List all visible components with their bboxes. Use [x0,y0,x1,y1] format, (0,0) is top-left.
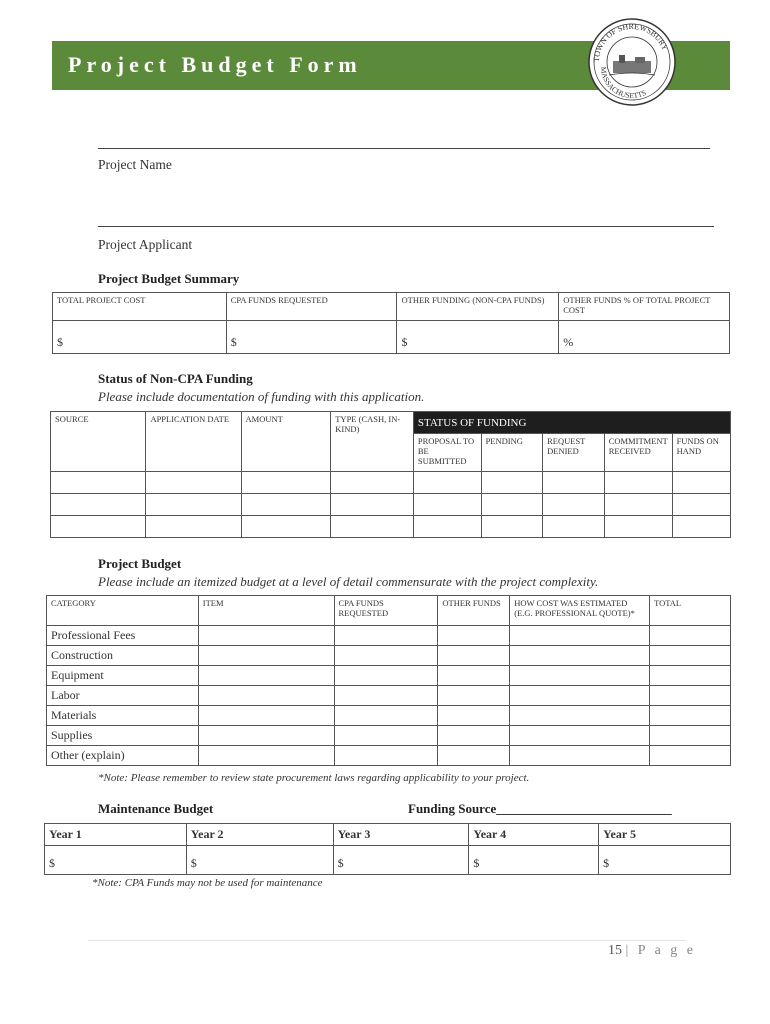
table-cell[interactable] [543,516,605,538]
budget-category: Professional Fees [47,626,199,646]
seal-top-text: TOWN OF SHREWSBURY [591,21,670,63]
budget-header: CPA FUNDS REQUESTED [334,596,438,626]
summary-header: CPA FUNDS REQUESTED [226,293,397,321]
table-cell[interactable] [510,706,650,726]
budget-heading: Project Budget [98,556,182,571]
table-cell[interactable] [334,726,438,746]
table-cell[interactable] [334,746,438,766]
budget-header: HOW COST WAS ESTIMATED (E.G. PROFESSIONAL QUOTE)* [510,596,650,626]
table-row [47,666,731,686]
table-cell[interactable] [543,494,605,516]
table-cell[interactable] [51,516,146,538]
table-cell[interactable] [413,494,481,516]
summary-header: TOTAL PROJECT COST [53,293,227,321]
year-header: Year 4 [469,824,599,846]
table-cell[interactable] [650,646,731,666]
page-number-value: 15 [608,943,622,958]
budget-header: TOTAL [650,596,731,626]
table-row [51,472,731,494]
table-cell[interactable] [241,472,331,494]
budget-table [46,595,731,766]
table-row [47,706,731,726]
svg-text:MASSACHUSETTS [599,66,648,100]
table-cell[interactable] [334,626,438,646]
table-cell[interactable] [146,494,241,516]
maintenance-table [44,823,731,875]
year-value-cell[interactable]: $ [186,846,333,875]
table-cell[interactable] [438,626,510,646]
project-applicant-line[interactable] [98,226,714,227]
table-row [47,686,731,706]
status-subheader: FUNDS ON HAND [672,434,730,472]
table-cell[interactable] [51,494,146,516]
table-cell[interactable] [604,472,672,494]
budget-category: Equipment [47,666,199,686]
table-cell[interactable] [198,726,334,746]
page-word: | P a g e [625,943,696,958]
summary-table [52,292,730,354]
table-cell[interactable] [672,472,730,494]
table-cell[interactable] [510,726,650,746]
table-cell[interactable] [331,494,414,516]
status-header: APPLICATION DATE [146,412,241,472]
year-header: Year 1 [45,824,187,846]
funding-source-field[interactable]: Funding Source___________________________ [408,801,672,816]
table-cell[interactable] [334,706,438,726]
table-cell[interactable] [604,516,672,538]
summary-cell[interactable]: $ [226,321,397,354]
summary-heading: Project Budget Summary [98,271,240,286]
page-title: Project Budget Form [68,52,362,77]
table-cell[interactable] [510,686,650,706]
year-value-cell[interactable]: $ [599,846,731,875]
table-cell[interactable] [331,516,414,538]
status-subheader: REQUEST DENIED [543,434,605,472]
table-cell[interactable] [438,706,510,726]
table-cell[interactable] [413,516,481,538]
svg-text:TOWN OF SHREWSBURY [592,22,670,62]
table-cell[interactable] [438,726,510,746]
maintenance-note: *Note: CPA Funds may not be used for maintenance [92,877,323,889]
status-group-header: STATUS OF FUNDING [413,412,730,434]
year-header: Year 2 [186,824,333,846]
table-cell[interactable] [51,472,146,494]
year-value-cell[interactable]: $ [469,846,599,875]
table-cell[interactable] [510,646,650,666]
budget-category: Construction [47,646,199,666]
procurement-note: *Note: Please remember to review state procurement laws regarding applicability to your project. [98,772,530,784]
status-header: AMOUNT [241,412,331,472]
table-cell[interactable] [241,516,331,538]
table-cell[interactable] [481,516,543,538]
status-heading: Status of Non-CPA Funding [98,371,253,386]
table-cell[interactable] [650,666,731,686]
status-table [50,411,731,538]
budget-header: OTHER FUNDS [438,596,510,626]
table-cell[interactable] [241,494,331,516]
table-cell[interactable] [672,516,730,538]
page-number [608,943,696,959]
table-cell[interactable] [334,686,438,706]
table-row [51,516,731,538]
budget-category: Supplies [47,726,199,746]
project-applicant-label: Project Applicant [98,237,193,252]
maintenance-heading: Maintenance Budget [98,801,214,816]
summary-header: OTHER FUNDS % OF TOTAL PROJECT COST [559,293,730,321]
table-cell[interactable] [334,666,438,686]
table-cell[interactable] [198,706,334,726]
table-cell[interactable] [413,472,481,494]
table-cell[interactable] [650,626,731,646]
summary-cell[interactable]: % [559,321,730,354]
table-cell[interactable] [438,746,510,766]
budget-category: Other (explain) [47,746,199,766]
seal-bottom-text: MASSACHUSETTS [598,66,648,101]
table-cell[interactable] [604,494,672,516]
table-cell[interactable] [438,686,510,706]
budget-header: ITEM [198,596,334,626]
table-cell[interactable] [198,746,334,766]
table-row [47,746,731,766]
table-cell[interactable] [198,646,334,666]
year-value-cell[interactable]: $ [333,846,469,875]
status-header: TYPE (CASH, IN-KIND) [331,412,414,472]
table-cell[interactable] [198,626,334,646]
table-cell[interactable] [650,686,731,706]
budget-category: Labor [47,686,199,706]
project-name-line[interactable] [98,148,710,149]
table-cell[interactable] [331,472,414,494]
year-header: Year 5 [599,824,731,846]
footer-divider [88,940,686,941]
table-row [51,494,731,516]
table-row [47,726,731,746]
budget-category: Materials [47,706,199,726]
table-cell[interactable] [198,666,334,686]
summary-cell[interactable]: $ [53,321,227,354]
table-cell[interactable] [543,472,605,494]
table-row [47,626,731,646]
table-cell[interactable] [650,746,731,766]
table-cell[interactable] [510,666,650,686]
project-name-label: Project Name [98,157,172,172]
table-cell[interactable] [672,494,730,516]
seal-text [587,17,677,107]
table-cell[interactable] [510,626,650,646]
table-cell[interactable] [481,472,543,494]
table-cell[interactable] [481,494,543,516]
table-cell[interactable] [650,706,731,726]
table-cell[interactable] [146,516,241,538]
year-header: Year 3 [333,824,469,846]
year-value-cell[interactable]: $ [45,846,187,875]
table-row [47,646,731,666]
summary-cell[interactable]: $ [397,321,559,354]
budget-header: CATEGORY [47,596,199,626]
summary-header: OTHER FUNDING (NON-CPA FUNDS) [397,293,559,321]
table-cell[interactable] [650,726,731,746]
table-cell[interactable] [198,686,334,706]
table-cell[interactable] [334,646,438,666]
status-subheader: COMMITMENT RECEIVED [604,434,672,472]
status-subheader: PROPOSAL TO BE SUBMITTED [413,434,481,472]
table-cell[interactable] [146,472,241,494]
status-header: SOURCE [51,412,146,472]
table-cell[interactable] [438,666,510,686]
table-cell[interactable] [510,746,650,766]
table-cell[interactable] [438,646,510,666]
status-subheader: PENDING [481,434,543,472]
status-subheading: Please include documentation of funding with this application. [98,389,425,404]
budget-subheading: Please include an itemized budget at a level of detail commensurate with the project complexity. [98,574,599,589]
